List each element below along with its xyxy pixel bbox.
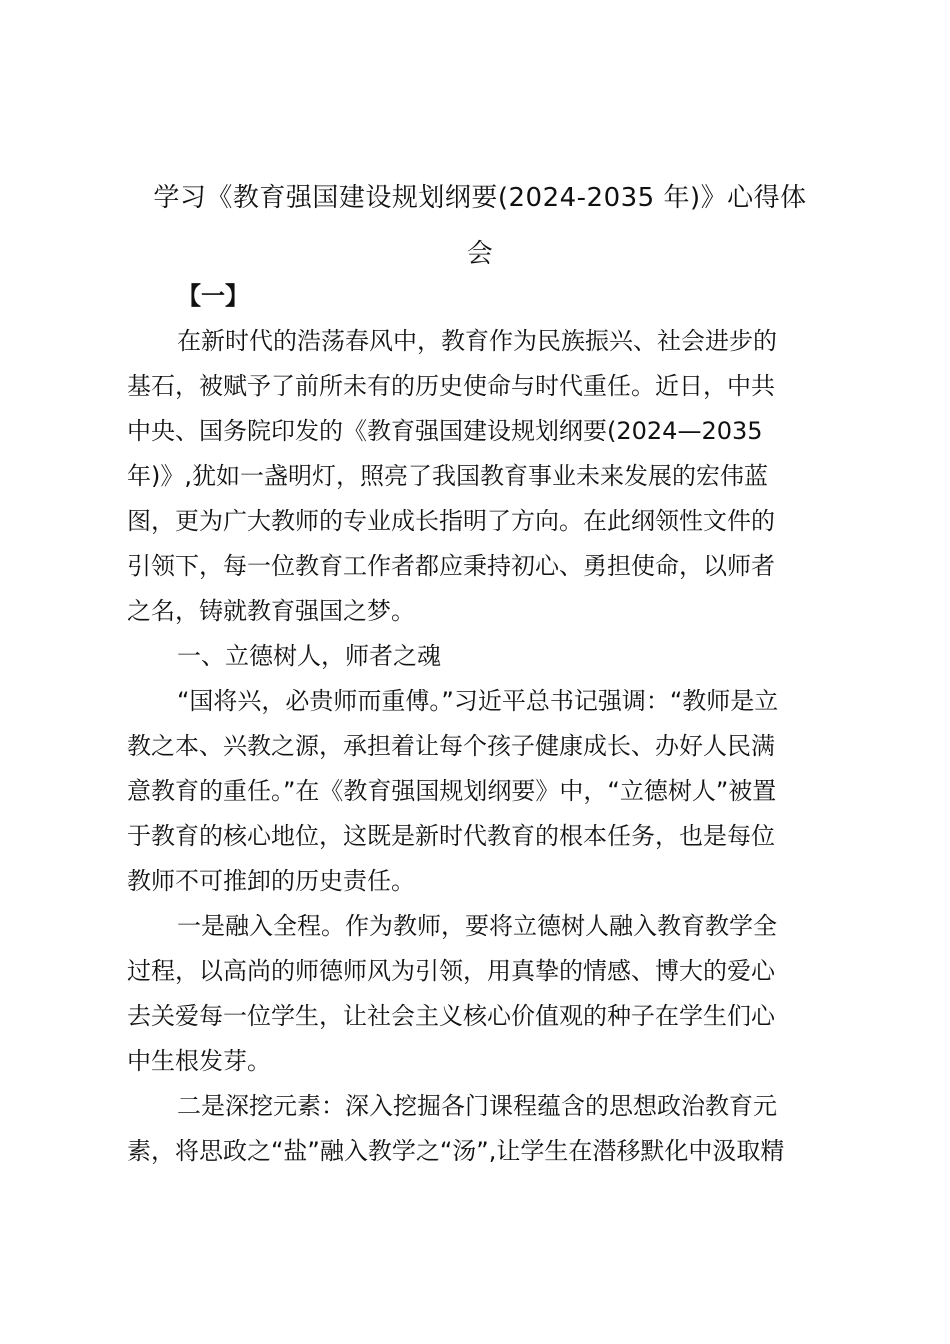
paragraph-line: 教师不可推卸的历史责任。	[127, 867, 415, 895]
paragraph-line: 二是深挖元素：深入挖掘各门课程蕴含的思想政治教育元	[177, 1092, 777, 1120]
paragraph-line: 之名，铸就教育强国之梦。	[127, 597, 415, 625]
paragraph-line: 引领下，每一位教育工作者都应秉持初心、勇担使命，以师者	[127, 552, 775, 580]
title-line: 会	[466, 239, 494, 269]
paragraph-line: 一是融入全程。作为教师，要将立德树人融入教育教学全	[177, 912, 777, 940]
paragraph-line: 意教育的重任。”在《教育强国规划纲要》中，“立德树人”被置	[127, 777, 777, 805]
title-line: 学习《教育强国建设规划纲要(2024-2035 年)》心得体	[153, 183, 807, 213]
paragraph-line: 中央、国务院印发的《教育强国建设规划纲要(2024—2035	[127, 417, 763, 445]
document-title	[110, 170, 850, 282]
paragraph-line: “国将兴，必贵师而重傅。”习近平总书记强调：“教师是立	[177, 687, 779, 715]
paragraph-line: 于教育的核心地位，这既是新时代教育的根本任务，也是每位	[127, 822, 775, 850]
paragraph-line: 年)》,犹如一盏明灯，照亮了我国教育事业未来发展的宏伟蓝	[127, 462, 768, 490]
paragraph-line: 图，更为广大教师的专业成长指明了方向。在此纲领性文件的	[127, 507, 775, 535]
section-heading: 一、立德树人，师者之魂	[177, 642, 441, 670]
section-marker: 【一】	[177, 282, 249, 310]
paragraph-line: 在新时代的浩荡春风中，教育作为民族振兴、社会进步的	[177, 327, 777, 355]
paragraph-line: 教之本、兴教之源，承担着让每个孩子健康成长、办好人民满	[127, 732, 775, 760]
paragraph-line: 去关爱每一位学生，让社会主义核心价值观的种子在学生们心	[127, 1002, 775, 1030]
document-body	[127, 274, 833, 1174]
paragraph-line: 过程，以高尚的师德师风为引领，用真挚的情感、博大的爱心	[127, 957, 775, 985]
paragraph-line: 中生根发芽。	[127, 1047, 271, 1075]
paragraph-line: 素，将思政之“盐”融入教学之“汤”,让学生在潜移默化中汲取精	[127, 1137, 785, 1165]
paragraph-line: 基石，被赋予了前所未有的历史使命与时代重任。近日，中共	[127, 372, 775, 400]
